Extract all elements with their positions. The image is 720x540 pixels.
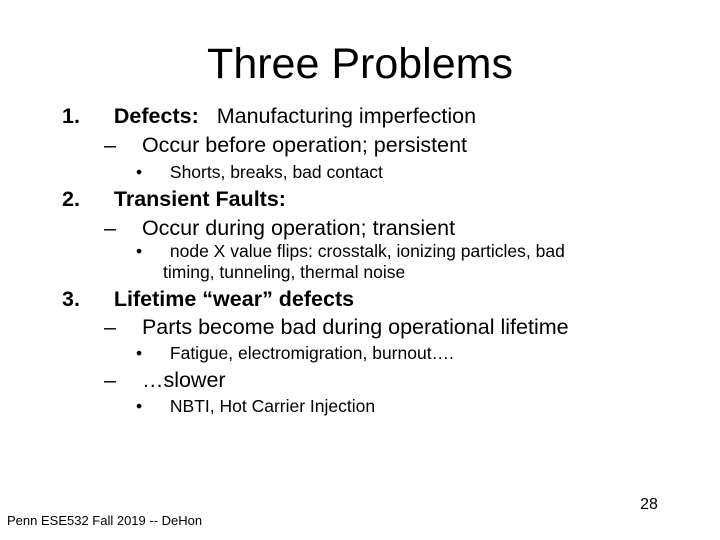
- item-1-sub-1: [104, 132, 467, 158]
- slide-title: Three Problems: [207, 40, 513, 88]
- item-1-bullet-text: Shorts, breaks, bad contact: [169, 162, 383, 182]
- item-2-sub-1: [104, 215, 455, 241]
- dash-marker: –: [104, 368, 116, 392]
- item-2-bullet-text-line-1: node X value flips: crosstalk, ionizing particles, bad: [169, 241, 565, 261]
- bullet-marker: •: [136, 241, 143, 261]
- item-3-sub-2-bullet: [136, 396, 375, 416]
- dash-marker: –: [104, 315, 116, 339]
- item-3-sub-1: [104, 314, 569, 340]
- item-3: [62, 286, 354, 312]
- page-number: 28: [640, 496, 658, 513]
- bullet-marker: •: [136, 396, 143, 416]
- slide-footer: Penn ESE532 Fall 2019 -- DeHon: [7, 513, 203, 528]
- item-1-number: 1.: [62, 104, 80, 128]
- item-1-sub-1-text: Occur before operation; persistent: [141, 133, 467, 157]
- item-1-label: Defects:: [113, 104, 199, 128]
- item-2-sub-1-bullet: [136, 241, 565, 261]
- item-3-label: Lifetime “wear” defects: [113, 287, 355, 311]
- item-3-sub-2-bullet-text: NBTI, Hot Carrier Injection: [169, 396, 376, 416]
- dash-marker: –: [104, 216, 116, 240]
- dash-marker: –: [104, 133, 116, 157]
- item-2-bullet-text-line-2: timing, tunneling, thermal noise: [163, 262, 406, 282]
- bullet-marker: •: [136, 162, 143, 182]
- item-3-number: 3.: [62, 287, 80, 311]
- item-2-label: Transient Faults:: [113, 187, 286, 211]
- item-3-sub-2: [104, 367, 226, 393]
- item-1-sub-1-bullet: [136, 162, 383, 182]
- bullet-marker: •: [136, 343, 143, 363]
- item-2-sub-1-bullet-cont: [163, 262, 405, 282]
- item-3-sub-2-text: …slower: [141, 368, 226, 392]
- item-3-sub-1-bullet: [136, 343, 454, 363]
- item-1: [62, 103, 476, 129]
- item-3-sub-1-text: Parts become bad during operational lifetime: [141, 315, 569, 339]
- item-1-text: Manufacturing imperfection: [216, 104, 477, 128]
- item-2-sub-1-text: Occur during operation; transient: [141, 216, 456, 240]
- item-2-number: 2.: [62, 187, 80, 211]
- item-2: [62, 186, 286, 212]
- item-3-sub-1-bullet-text: Fatigue, electromigration, burnout….: [169, 343, 454, 363]
